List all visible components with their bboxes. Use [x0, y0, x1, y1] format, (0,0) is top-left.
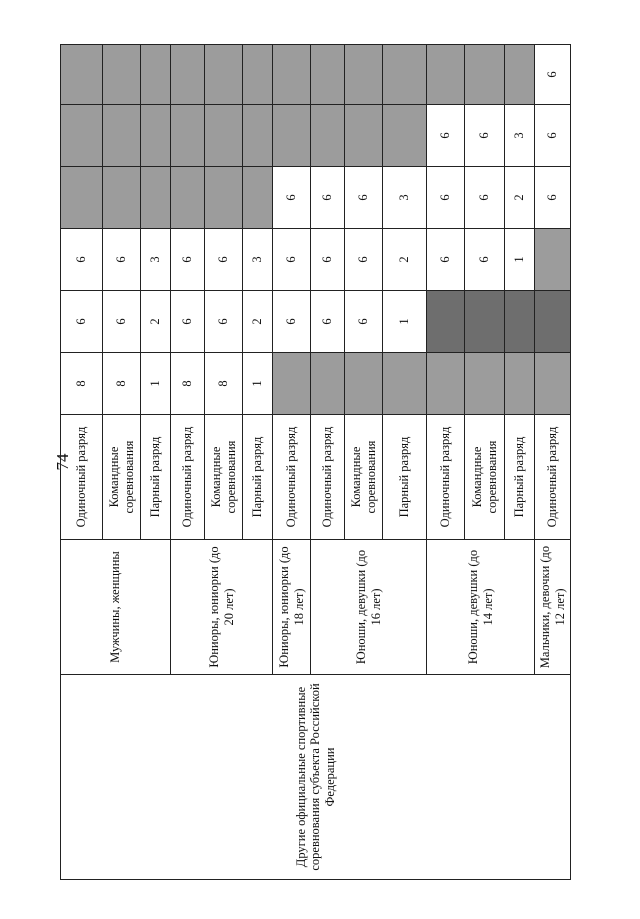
shaded-cell	[103, 167, 141, 229]
shaded-cell	[243, 167, 273, 229]
discipline-cell: Одиночный разряд	[171, 415, 205, 540]
value-cell: 6	[535, 105, 571, 167]
value-cell: 6	[345, 229, 383, 291]
rankings-table	[60, 44, 571, 880]
rotated-table-container	[60, 45, 567, 880]
shaded-cell	[427, 45, 465, 105]
value-cell: 3	[243, 229, 273, 291]
discipline-cell: Одиночный разряд	[535, 415, 571, 540]
group-label: Мальчики, девочки (до 12 лет)	[535, 540, 571, 675]
value-cell: 8	[205, 353, 243, 415]
discipline-cell: Командные соревнования	[103, 415, 141, 540]
group-label: Юноши, девушки (до 14 лет)	[427, 540, 535, 675]
shaded-cell	[273, 353, 311, 415]
shaded-cell	[383, 353, 427, 415]
shaded-cell	[311, 45, 345, 105]
shaded-cell	[311, 105, 345, 167]
shaded-cell	[465, 45, 505, 105]
value-cell: 6	[61, 229, 103, 291]
shaded-cell	[427, 291, 465, 353]
group-label: Юниоры, юниорки (до 18 лет)	[273, 540, 311, 675]
value-cell: 8	[171, 353, 205, 415]
shaded-cell	[205, 45, 243, 105]
value-cell: 6	[205, 291, 243, 353]
shaded-cell	[345, 105, 383, 167]
value-cell: 6	[535, 167, 571, 229]
value-cell: 1	[383, 291, 427, 353]
value-cell: 6	[427, 105, 465, 167]
shaded-cell	[243, 105, 273, 167]
value-cell: 1	[243, 353, 273, 415]
value-cell: 2	[141, 291, 171, 353]
value-cell: 6	[311, 229, 345, 291]
shaded-cell	[535, 353, 571, 415]
value-cell: 6	[273, 291, 311, 353]
shaded-cell	[103, 105, 141, 167]
section-label: Другие официальные спортивные соревнования субъекта Российской Федерации	[61, 675, 571, 880]
value-cell: 6	[465, 229, 505, 291]
value-cell: 8	[103, 353, 141, 415]
shaded-cell	[103, 45, 141, 105]
discipline-cell: Одиночный разряд	[273, 415, 311, 540]
shaded-cell	[141, 105, 171, 167]
shaded-cell	[345, 45, 383, 105]
value-cell: 2	[505, 167, 535, 229]
shaded-cell	[505, 353, 535, 415]
value-cell: 6	[273, 167, 311, 229]
discipline-cell: Парный разряд	[505, 415, 535, 540]
value-cell: 1	[141, 353, 171, 415]
shaded-cell	[505, 45, 535, 105]
value-cell: 6	[273, 229, 311, 291]
group-label: Мужчины, женщины	[61, 540, 171, 675]
discipline-cell: Парный разряд	[383, 415, 427, 540]
shaded-cell	[505, 291, 535, 353]
discipline-cell: Командные соревнования	[205, 415, 243, 540]
discipline-cell: Одиночный разряд	[61, 415, 103, 540]
shaded-cell	[61, 45, 103, 105]
shaded-cell	[427, 353, 465, 415]
shaded-cell	[171, 167, 205, 229]
table-row	[61, 45, 103, 880]
value-cell: 6	[61, 291, 103, 353]
value-cell: 6	[171, 229, 205, 291]
shaded-cell	[535, 229, 571, 291]
value-cell: 8	[61, 353, 103, 415]
shaded-cell	[535, 291, 571, 353]
value-cell: 3	[141, 229, 171, 291]
value-cell: 6	[311, 291, 345, 353]
shaded-cell	[345, 353, 383, 415]
shaded-cell	[311, 353, 345, 415]
discipline-cell: Парный разряд	[141, 415, 171, 540]
shaded-cell	[383, 45, 427, 105]
shaded-cell	[273, 45, 311, 105]
value-cell: 1	[505, 229, 535, 291]
discipline-cell: Одиночный разряд	[427, 415, 465, 540]
shaded-cell	[61, 105, 103, 167]
value-cell: 6	[535, 45, 571, 105]
value-cell: 6	[465, 167, 505, 229]
value-cell: 6	[427, 229, 465, 291]
shaded-cell	[141, 45, 171, 105]
discipline-cell: Одиночный разряд	[311, 415, 345, 540]
value-cell: 6	[427, 167, 465, 229]
value-cell: 6	[345, 291, 383, 353]
value-cell: 2	[383, 229, 427, 291]
value-cell: 6	[345, 167, 383, 229]
value-cell: 6	[205, 229, 243, 291]
value-cell: 6	[465, 105, 505, 167]
value-cell: 2	[243, 291, 273, 353]
shaded-cell	[273, 105, 311, 167]
group-label: Юниоры, юниорки (до 20 лет)	[171, 540, 273, 675]
shaded-cell	[205, 167, 243, 229]
value-cell: 6	[103, 291, 141, 353]
group-label: Юноши, девушки (до 16 лет)	[311, 540, 427, 675]
value-cell: 3	[383, 167, 427, 229]
discipline-cell: Командные соревнования	[465, 415, 505, 540]
shaded-cell	[243, 45, 273, 105]
value-cell: 6	[103, 229, 141, 291]
shaded-cell	[61, 167, 103, 229]
shaded-cell	[465, 353, 505, 415]
shaded-cell	[141, 167, 171, 229]
value-cell: 6	[311, 167, 345, 229]
shaded-cell	[383, 105, 427, 167]
discipline-cell: Командные соревнования	[345, 415, 383, 540]
value-cell: 3	[505, 105, 535, 167]
shaded-cell	[205, 105, 243, 167]
shaded-cell	[171, 105, 205, 167]
value-cell: 6	[171, 291, 205, 353]
shaded-cell	[171, 45, 205, 105]
discipline-cell: Парный разряд	[243, 415, 273, 540]
page-number: 74	[53, 453, 72, 471]
shaded-cell	[465, 291, 505, 353]
